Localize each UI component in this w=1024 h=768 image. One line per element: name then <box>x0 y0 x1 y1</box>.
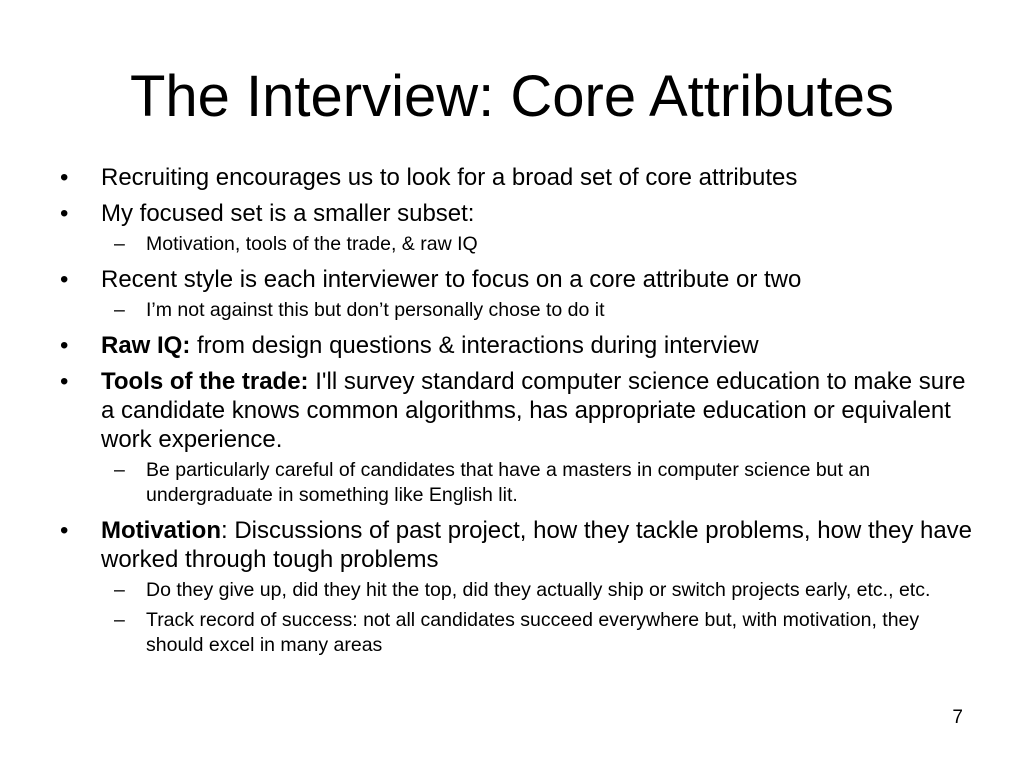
bullet-text: I'll survey standard computer science education to make sure a candidate knows common algorithms, has appropriate education or equivalent work experience. <box>101 368 966 453</box>
bullet-text: from design questions & interactions during interview <box>190 332 759 359</box>
bullet-marker: • <box>60 164 69 191</box>
slide-title: The Interview: Core Attributes <box>130 64 894 129</box>
page-number: 7 <box>952 707 963 728</box>
dash-marker: – <box>114 459 125 481</box>
bullet-item <box>58 265 978 294</box>
bullet-marker: • <box>60 332 69 359</box>
dash-marker: – <box>114 299 125 321</box>
bullet-text: Recruiting encourages us to look for a broad set of core attributes <box>101 164 798 191</box>
bullet-text: : Discussions of past project, how they tackle problems, how they have worked through tough problems <box>101 517 973 573</box>
dash-marker: – <box>114 609 125 631</box>
dash-marker: – <box>114 233 125 255</box>
bullet-marker: • <box>60 368 69 395</box>
sub-bullet-item <box>58 458 978 508</box>
sub-bullet-text: Do they give up, did they hit the top, did they actually ship or switch projects early, etc., etc. <box>146 579 931 601</box>
sub-bullet-text: Motivation, tools of the trade, & raw IQ <box>146 233 478 255</box>
bullet-item <box>58 331 978 360</box>
sub-bullet-item <box>58 298 978 323</box>
sub-bullet-text: Track record of success: not all candidates succeed everywhere but, with motivation, they should excel in many areas <box>146 609 920 656</box>
bullet-item <box>58 367 978 454</box>
bullet-bold-label: Raw IQ: <box>101 332 191 359</box>
bullet-marker: • <box>60 200 69 227</box>
bullet-bold-label: Tools of the trade: <box>101 368 309 395</box>
sub-bullet-item <box>58 578 978 603</box>
bullet-item <box>58 163 978 192</box>
sub-bullet-item <box>58 608 978 658</box>
sub-bullet-text: I’m not against this but don’t personally chose to do it <box>146 299 605 321</box>
bullet-item <box>58 516 978 574</box>
sub-bullet-item <box>58 232 978 257</box>
bullet-text: Recent style is each interviewer to focus on a core attribute or two <box>101 266 802 293</box>
bullet-item <box>58 199 978 228</box>
bullet-text: My focused set is a smaller subset: <box>101 200 475 227</box>
bullet-marker: • <box>60 266 69 293</box>
bullet-bold-label: Motivation <box>101 517 221 544</box>
bullet-list <box>58 163 978 666</box>
dash-marker: – <box>114 579 125 601</box>
sub-bullet-text: Be particularly careful of candidates that have a masters in computer science but an undergraduate in something like English lit. <box>146 459 871 506</box>
bullet-marker: • <box>60 517 69 544</box>
